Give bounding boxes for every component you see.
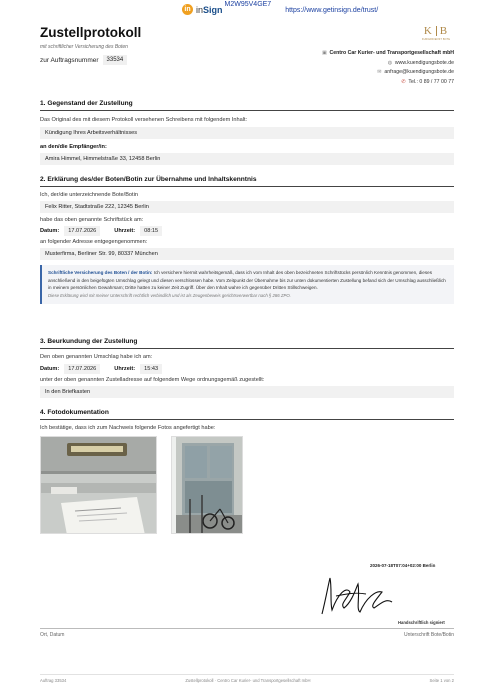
building-icon: ▣ (322, 50, 327, 56)
insign-header (182, 0, 378, 18)
phone-icon: ✆ (401, 78, 406, 85)
globe-icon: ◍ (387, 59, 393, 66)
handwritten-signature-image (316, 568, 396, 622)
company-website[interactable]: www.kuendigungsbote.de (394, 59, 454, 66)
time-label: Uhrzeit: (114, 228, 136, 234)
insign-id: M2W95V4GE7 (224, 1, 272, 8)
order-number-value: 33534 (103, 55, 128, 65)
notice-body: Ich versichere hiermit wahrheitsgemäß, dass ich vom Inhalt des oben bezeichneten Schriftstücks persönlich Kenntnis genommen, dieses anschließend in den beigefügten Umschlag gelegt und diesen verschlossen habe. Vom Zeitpunkt der Übernahme bis zur unten dokumentierten Zustellung befand sich der Umschlag ausschließlich in meinem persönlichen Gewahrsam; Dritte hatten zu keiner Zeit Zugriff. Über den Inhalt wahre ich gegenüber Dritten Stillschweigen. (48, 270, 446, 291)
courier-intro: Ich, der/die unterzeichnende Bote/Botin (40, 192, 138, 198)
section-heading: 3. Beurkundung der Zustellung (40, 338, 454, 349)
delivery-time: 15:43 (140, 364, 162, 374)
received-date: 17.07.2026 (64, 226, 100, 236)
insign-logo-icon: in (182, 4, 193, 15)
footer-divider (40, 674, 454, 675)
section-heading: 4. Fotodokumentation (40, 409, 454, 420)
company-phone: Tel.: 0 89 / 77 00 77 (408, 78, 454, 85)
section-courier-declaration (40, 176, 454, 304)
signature-caption-place-date: Ort, Datum (40, 632, 65, 638)
notice-legal-note: Diese Erklärung wird mit meiner Unterschrift rechtlich verbindlich und ist als Zeugenbeweis gerichtsverwertbar nach § 286 ZPO. (48, 292, 291, 298)
signature-timestamp: 2026-07-18T07:04+02:00 Berlin (370, 563, 436, 568)
section-delivery-certification (40, 338, 454, 398)
mail-icon: ✉ (377, 69, 382, 75)
document-content-field: Kündigung Ihres Arbeitsverhältnisses (40, 127, 454, 139)
footer-document: Zustellprotokoll · Centro Car Kurier- und Transportgesellschaft mbH (185, 678, 311, 683)
delivery-intro: Den oben genannten Umschlag habe ich am: (40, 354, 153, 360)
delivery-photo-entrance (171, 436, 243, 534)
delivery-method-field: In den Briefkasten (40, 386, 454, 398)
date-label: Datum: (40, 366, 60, 372)
insign-brand: inSign (196, 4, 223, 15)
page-footer (40, 678, 454, 683)
insign-logo (182, 4, 223, 15)
footer-order: Auftrag 33534 (40, 678, 67, 683)
order-number-label: zur Auftragsnummer (40, 56, 99, 64)
received-text: habe das oben genannte Schriftstück am: (40, 217, 144, 223)
order-number-row (40, 55, 127, 65)
delivery-photo-mailbox (40, 436, 157, 534)
address-text: an folgender Adresse entgegengenommen: (40, 239, 148, 245)
company-email[interactable]: anfrage@kuendigungsbote.de (384, 69, 454, 75)
footer-page-number: Seite 1 von 2 (429, 678, 454, 683)
insign-trust-link[interactable]: https://www.getinsign.de/trust/ (285, 7, 379, 14)
company-logo (418, 25, 454, 41)
company-name: Centro Car Kurier- und Transportgesellschaft mbH (329, 50, 454, 56)
date-label: Datum: (40, 228, 60, 234)
courier-assurance-notice (40, 265, 454, 304)
logo-tagline: KURIERDIENST BOTE (421, 38, 451, 41)
delivery-date: 17.07.2026 (64, 364, 100, 374)
photo-intro: Ich bestätige, dass ich zum Nachweis folgende Fotos angefertigt habe: (40, 425, 216, 431)
notice-heading: Schriftliche Versicherung des Boten / der Botin: (48, 270, 153, 275)
pickup-address-field: Musterfirma, Berliner Str. 99, 80337 München (40, 248, 454, 260)
received-datetime (40, 226, 454, 236)
section-subject (40, 100, 454, 165)
delivery-method-text: unter der oben genannten Zustelladresse auf folgendem Wege ordnungsgemäß zugestellt: (40, 377, 265, 383)
logo-letter-right: B (439, 25, 449, 37)
section-photo-documentation (40, 409, 454, 431)
signature-line (40, 628, 454, 629)
recipient-field: Amira Himmel, Himmelstraße 33, 12458 Berlin (40, 153, 454, 165)
received-time: 08:15 (140, 226, 162, 236)
signature-caption-courier: Unterschrift Bote/Botin (403, 632, 454, 638)
signature-label: Handschriftlich signiert (398, 620, 445, 625)
section-heading: 1. Gegenstand der Zustellung (40, 100, 454, 111)
courier-field: Felix Ritter, Stadtstraße 222, 12345 Berlin (40, 201, 454, 213)
subject-intro: Das Original des mit diesem Protokoll versehenen Schreibens mit folgendem Inhalt: (40, 117, 248, 123)
page-subtitle: mit schriftlicher Versicherung des Boten (40, 44, 128, 50)
company-contact (321, 49, 454, 87)
time-label: Uhrzeit: (114, 366, 136, 372)
page-title: Zustellprotokoll (40, 25, 142, 40)
delivery-datetime (40, 364, 454, 374)
recipient-label: an den/die Empfänger/in: (40, 144, 107, 150)
logo-letter-left: K (423, 25, 433, 37)
section-heading: 2. Erklärung des/der Boten/Botin zur Übernahme und Inhaltskenntnis (40, 176, 454, 187)
